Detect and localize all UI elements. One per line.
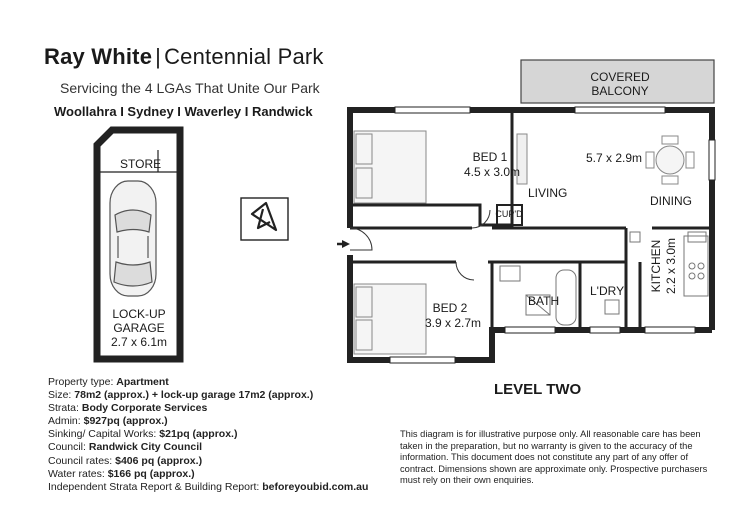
brand-separator: | <box>155 44 162 69</box>
bed1-label: BED 1 <box>472 150 508 164</box>
bed-1-icon <box>354 131 426 203</box>
tagline: Servicing the 4 LGAs That Unite Our Park <box>60 80 320 96</box>
dining-table-icon <box>646 136 694 184</box>
cupd-label: CUP'D <box>495 209 523 219</box>
kitchen-label: KITCHEN <box>649 239 663 293</box>
car-icon <box>110 181 156 296</box>
brand-name: Ray White <box>44 44 153 69</box>
bed1-size: 4.5 x 3.0m <box>463 165 521 179</box>
property-facts <box>48 376 368 494</box>
doors <box>350 210 490 280</box>
balcony-label-1: COVERED <box>590 70 650 84</box>
north-arrow-icon <box>241 198 288 240</box>
dining-label: DINING <box>650 194 692 208</box>
garage-label-2: GARAGE <box>113 321 165 335</box>
garage <box>97 130 180 359</box>
fact-strata: Strata: Body Corporate Services <box>48 402 208 415</box>
fact-water-rates: Water rates: $166 pq (approx.) <box>48 467 195 480</box>
bath-label: BATH <box>528 294 560 308</box>
fact-sinking-fund: Sinking/ Capital Works: $21pq (approx.) <box>48 428 238 441</box>
fact-size: Size: 78m2 (approx.) + lock-up garage 17m2 (approx.) <box>48 389 314 402</box>
bed2-label: BED 2 <box>432 301 468 315</box>
garage-label-1: LOCK-UP <box>112 307 166 321</box>
garage-size: 2.7 x 6.1m <box>110 335 168 349</box>
balcony-label-2: BALCONY <box>591 84 649 98</box>
fact-council-rates: Council rates: $406 pq (approx.) <box>48 454 203 467</box>
living-size: 5.7 x 2.9m <box>585 151 643 165</box>
level-title: LEVEL TWO <box>494 381 582 398</box>
ldry-label: L'DRY <box>590 284 625 298</box>
store-label: STORE <box>120 157 162 171</box>
disclaimer: This diagram is for illustrative purpose only. All reasonable care has been taken in the preparation, but no warranty is given to the accuracy of the information. This document does not constitute any part of any offer of contract. Dimensions shown are approximate only. Prospective purchasers must rely on their own enquiries. <box>400 429 708 486</box>
brand-office: Centennial Park <box>164 44 324 69</box>
fact-property-type: Property type: Apartment <box>48 376 169 388</box>
lga-list: Woollahra I Sydney I Waverley I Randwick <box>54 104 313 119</box>
bed2-size: 3.9 x 2.7m <box>424 316 482 330</box>
kitchen-size: 2.2 x 3.0m <box>664 237 678 295</box>
bed-2-icon <box>354 284 426 354</box>
fact-admin: Admin: $927pq (approx.) <box>48 415 168 428</box>
living-label: LIVING <box>528 186 568 200</box>
balcony <box>521 60 714 103</box>
fact-strata-report: Independent Strata Report & Building Report: beforeyoubid.com.au <box>48 480 369 493</box>
fact-council: Council: Randwick City Council <box>48 441 203 454</box>
